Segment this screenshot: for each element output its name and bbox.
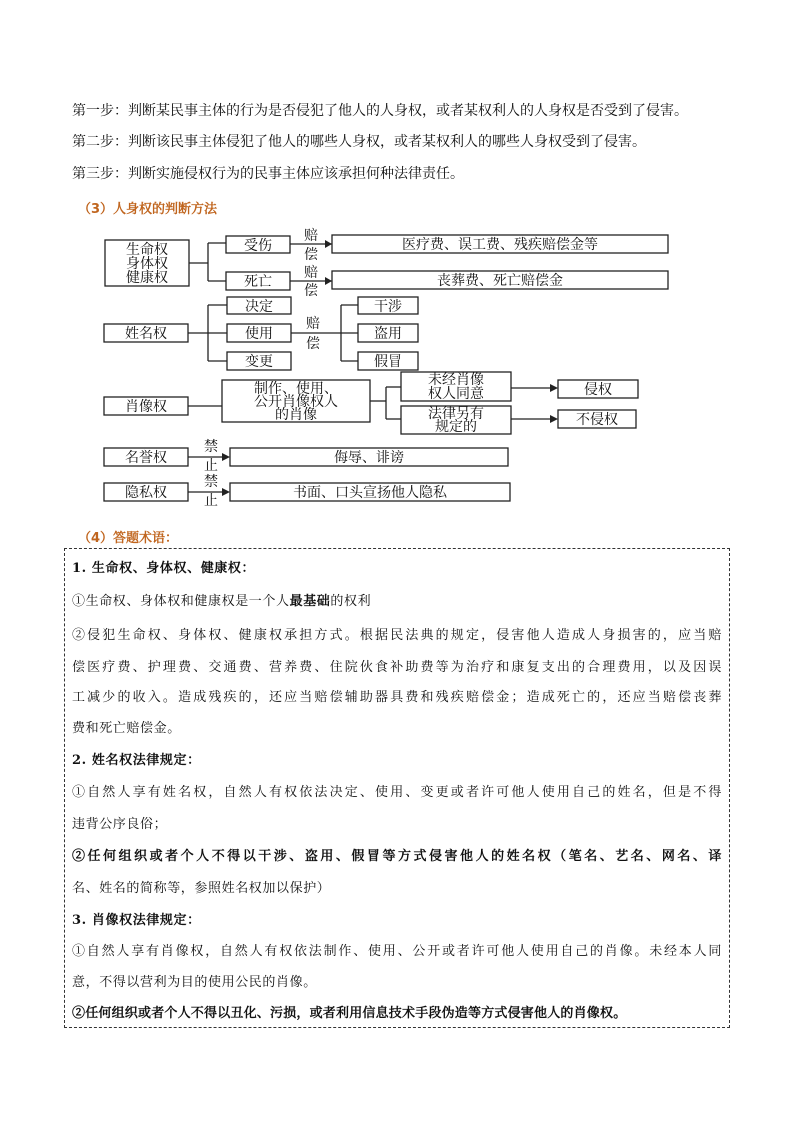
name-right-label: 姓名权 <box>125 326 167 342</box>
privacy-result: 书面、口头宣扬他人隐私 <box>293 485 447 501</box>
terms-heading-3: 3. 肖像权法律规定： <box>72 913 201 928</box>
name-action-change: 变更 <box>245 354 273 370</box>
prohibit-1b: 止 <box>204 458 218 474</box>
injury-label: 受伤 <box>244 238 272 254</box>
privacy-right-label: 隐私权 <box>125 485 167 501</box>
section-3-title: （3）人身权的判断方法 <box>78 202 218 217</box>
death-label: 死亡 <box>244 274 272 290</box>
compensate-2a: 赔 <box>304 265 318 281</box>
compensate-1a: 赔 <box>304 228 318 244</box>
compensate-2b: 偿 <box>304 283 318 299</box>
no-consent-1: 未经肖像 <box>428 372 484 388</box>
portrait-right-label: 肖像权 <box>125 399 167 415</box>
name-action-use: 使用 <box>245 326 273 342</box>
law-other-2: 规定的 <box>435 419 477 435</box>
step-3: 第三步：判断实施侵权行为的民事主体应该承担何种法律责任。 <box>72 166 464 182</box>
law-other-1: 法律另有 <box>428 406 484 422</box>
prohibit-2a: 禁 <box>204 474 218 490</box>
reputation-result: 侮辱、诽谤 <box>334 450 404 466</box>
infringe-label: 侵权 <box>584 382 612 398</box>
name-infringe-interfere: 干涉 <box>374 299 402 315</box>
terms-p1b-line-1: ②侵犯生命权、身体权、健康权承担方式。根据民法典的规定，侵害他人造成人身损害的，应当赔 <box>72 628 722 643</box>
injury-result: 医疗费、误工费、残疾赔偿金等 <box>402 237 598 253</box>
name-action-decide: 决定 <box>245 299 273 315</box>
compensate-3a: 赔 <box>306 316 320 332</box>
terms-p2a-line-2: 违背公序良俗； <box>72 817 168 832</box>
name-infringe-steal: 盗用 <box>374 326 402 342</box>
life-right-1: 生命权 <box>126 242 168 258</box>
terms-p1a-post: 的权利 <box>330 594 372 609</box>
portrait-action-2: 公开肖像权人 <box>254 394 338 410</box>
terms-p2a-line-1: ①自然人享有姓名权，自然人有权依法决定、使用、变更或者许可他人使用自己的姓名，但是不得 <box>72 785 722 800</box>
step-1: 第一步：判断某民事主体的行为是否侵犯了他人的人身权，或者某权利人的人身权是否受到了侵害。 <box>72 103 688 119</box>
terms-p1b-line-4: 费和死亡赔偿金。 <box>72 721 181 736</box>
life-right-3: 健康权 <box>126 270 168 286</box>
terms-p1b-line-3: 工减少的收入。造成残疾的，还应当赔偿辅助器具费和残疾赔偿金；造成死亡的，还应当赔偿丧葬 <box>72 690 722 705</box>
terms-p1b-line-2: 偿医疗费、护理费、交通费、营养费、住院伙食补助费等为治疗和康复支出的合理费用，以及因误 <box>72 660 722 675</box>
section-4-title: （4）答题术语： <box>78 531 179 546</box>
prohibit-2b: 止 <box>204 493 218 509</box>
terms-p1a <box>72 593 722 610</box>
portrait-action-1: 制作、使用、 <box>254 381 338 397</box>
no-consent-2: 权人同意 <box>428 386 484 402</box>
compensate-3b: 偿 <box>306 336 320 352</box>
terms-heading-1: 1. 生命权、身体权、健康权： <box>72 561 256 576</box>
rights-diagram <box>0 0 794 520</box>
death-result: 丧葬费、死亡赔偿金 <box>437 273 563 289</box>
reputation-right-label: 名誉权 <box>125 450 167 466</box>
terms-p3a-line-2: 意，不得以营利为目的使用公民的肖像。 <box>72 975 317 990</box>
compensate-1b: 偿 <box>304 247 318 263</box>
terms-p1a-pre: ①生命权、身体权和健康权是一个人 <box>72 594 290 609</box>
not-infringe-label: 不侵权 <box>576 412 618 428</box>
terms-p1a-bold: 最基础 <box>289 594 331 609</box>
terms-p2b-line-2: 名、姓名的简称等，参照姓名权加以保护） <box>72 881 331 896</box>
terms-heading-2: 2. 姓名权法律规定： <box>72 753 201 768</box>
step-2: 第二步：判断该民事主体侵犯了他人的哪些人身权，或者某权利人的哪些人身权受到了侵害。 <box>72 134 646 150</box>
terms-p2b-line-1: ②任何组织或者个人不得以干涉、盗用、假冒等方式侵害他人的姓名权（笔名、艺名、网名、译 <box>72 849 722 864</box>
terms-p3b: ②任何组织或者个人不得以丑化、污损，或者利用信息技术手段伪造等方式侵害他人的肖像权。 <box>72 1006 627 1021</box>
portrait-action-3: 的肖像 <box>275 407 317 423</box>
prohibit-1a: 禁 <box>204 439 218 455</box>
life-right-2: 身体权 <box>126 256 168 272</box>
name-infringe-fake: 假冒 <box>374 354 402 370</box>
terms-p3a-line-1: ①自然人享有肖像权，自然人有权依法制作、使用、公开或者许可他人使用自己的肖像。未经本人同 <box>72 944 722 959</box>
